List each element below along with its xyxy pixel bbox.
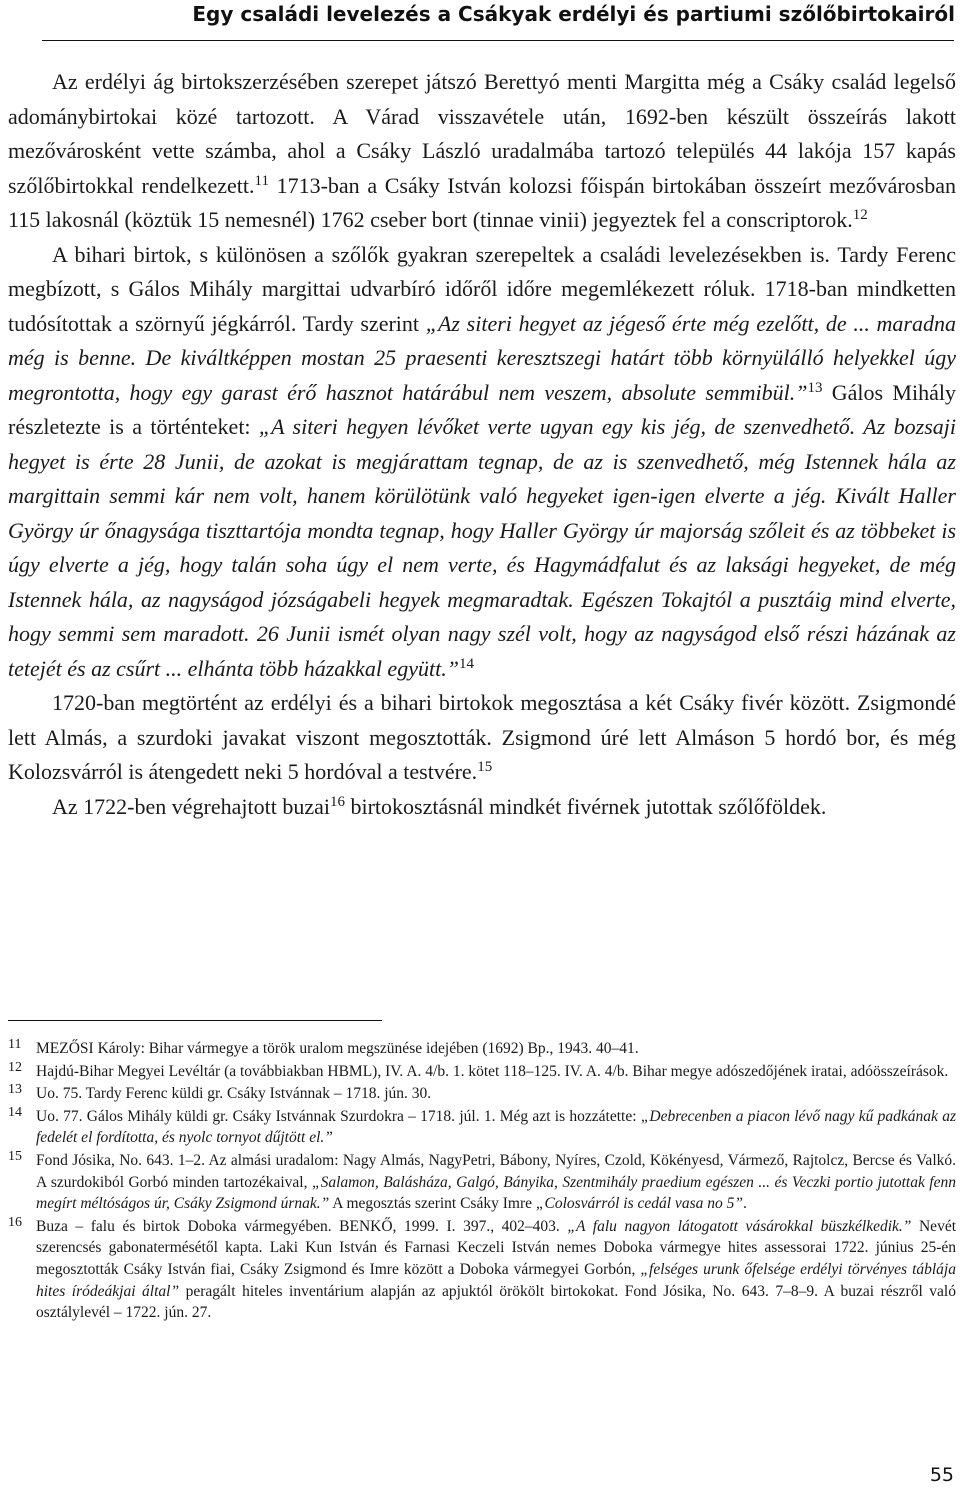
paragraph-3-text: 1720-ban megtörtént az erdélyi és a bihari birtokok megosztása a két Csáky fivér között. Zsigmondé lett Almás, a szurdoki javakat viszont megosztották. Zsigmond úré lett Almáson 5 hordó bor, és még Kolozsvárról is átengedett neki 5 hordóval a testvére. — [8, 690, 956, 784]
footnote-ref-12: 12 — [852, 207, 868, 223]
footnote-text: Uo. 75. Tardy Ferenc küldi gr. Csáky Istvánnak – 1718. jún. 30. — [36, 1085, 432, 1103]
footnote-ref-16: 16 — [329, 793, 345, 810]
footnote-14 — [8, 1106, 956, 1149]
footnote-11 — [8, 1038, 956, 1060]
running-header-title: Egy családi levelezés a Csákyak erdélyi és partiumi szőlőbirtokairól — [192, 2, 955, 26]
footnote-12 — [8, 1061, 956, 1083]
footnote-number: 15 — [8, 1148, 22, 1164]
footnote-ref-11: 11 — [254, 172, 269, 189]
paragraph-1 — [8, 65, 956, 238]
footnotes — [8, 1038, 956, 1325]
paragraph-3 — [8, 686, 956, 790]
footnote-text: peragált hiteles inventárium alapján az apjuktól örökölt birtokokat. Fond Jósika, No. 643. 7–8–9. A buzai részről való osztálylevél – 1722. jún. 27. — [36, 1282, 956, 1322]
footnote-text: A megosztás szerint Csáky Imre — [329, 1195, 536, 1213]
paragraph-1-text-a: Az erdélyi ág birtokszerzésében szerepet játszó Berettyó menti Margitta még a Csáky család legelső adománybirtokai közé tartozott. A Várad visszavétele után, 1692-ben készült összeírás lakott mezővárosként vette számba, ahol a Csáky László uradalmába tartozó település 44 lakója 157 kapás szőlőbirtokkal rendelkezett. — [8, 69, 956, 198]
footnote-text: Nevét szerencsés gabonatermésétől kapta. Laki Kun István és Farnasi Keczeli István nemes Doboka vármegye hites assessorai 1722. június 25-én megosztották Csáky István fiai, Csáky Zsigmond és Imre között a Doboka vármegyei Gorbón, — [36, 1217, 956, 1278]
paragraph-4-text-b: birtokosztásnál mindkét fivérnek jutottak szőlőföldek. — [344, 793, 827, 819]
footnote-number: 14 — [8, 1104, 22, 1120]
footnote-text: . — [742, 1195, 747, 1213]
footnote-13 — [8, 1083, 956, 1105]
paragraph-4-text-a: Az 1722-ben végrehajtott buzai — [52, 793, 330, 819]
footnote-ref-13: 13 — [807, 379, 823, 396]
main-text — [8, 65, 956, 824]
footnote-number: 12 — [8, 1059, 22, 1075]
footnote-text: Uo. 77. Gálos Mihály küldi gr. Csáky Istvánnak Szurdokra – 1718. júl. 1. Még azt is hozzátette: — [36, 1107, 641, 1125]
footnote-15 — [8, 1150, 956, 1215]
paragraph-4 — [8, 790, 956, 825]
footnote-ref-15: 15 — [477, 759, 493, 775]
quote-galos: „A siteri hegyen lévőket verte ugyan egy kis jég, de szenvedhető. Az bozsaji hegyet is érte 28 Junii, de azokat is megjárattam tegnap, de az is szenvedhető, még Istennek hála az margittain semmi kár nem volt, hanem körülötünk való hegyeket igen-igen elverte a jég. Kivált Haller György úr őnagysága tiszttartója mondta tegnap, hogy Haller György úr majorság szőleit és az többeket is úgy elverte a jég, hogy talán soha úgy el nem verte, és Hagymádfalut és az laksági hegyeket, de még Istennek hála, az nagyságod józságabeli hegyek megmaradtak. Egészen Tokajtól a pusztáig mind elverte, hogy semmi sem maradott. 26 Junii ismét olyan nagy szél volt, hogy az nagyságod első részi házának az tetejét és az csűrt ... elhánta több házakkal együtt.” — [8, 414, 956, 681]
footnote-quote: „Salamon, Balásháza, Galgó, Bányika, Szentmihály praedium egészen ... és Veczki portio jutottak fenn megírt méltóságos úr, Csáky Zsigmond úrnak.” — [36, 1173, 956, 1213]
paragraph-2 — [8, 238, 956, 687]
footnote-ref-14: 14 — [458, 655, 474, 672]
footnote-rule — [8, 1020, 382, 1021]
quote-tardy: „Az siteri hegyet az jégeső érte még ezelőtt, de ... maradna még is benne. De kiváltképpen mostan 25 praesenti keresztszegi határt több környülálló helyekkel úgy megrontotta, hogy egy garast érő hasznot határábul nem veszem, absolute semmibül.” — [8, 310, 956, 405]
footnote-quote: „Colosvárról is cedál vasa no 5” — [535, 1195, 743, 1213]
footnote-text: Buza – falu és birtok Doboka vármegyében. BENKŐ, 1999. I. 397., 402–403. — [36, 1217, 568, 1235]
running-header — [0, 0, 960, 44]
footnote-quote: „Debrecenben a piacon lévő nagy kű padkának az fedelét el fordította, és nyolc tornyot dűjtött el.” — [36, 1107, 956, 1147]
paragraph-2-text-a: A bihari birtok, s különösen a szőlők gyakran szerepeltek a családi levelezésekben is. Tardy Ferenc megbízott, s Gálos Mihály margittai udvarbíró időről időre megemlékezett róluk. 1718-ban mindketten tudósítottak a szörnyű jégkárról. Tardy szerint — [8, 241, 956, 336]
page-number: 55 — [929, 1464, 954, 1486]
footnote-quote: „felséges urunk őfelsége erdélyi törvényes táblája hites íródeákjai által” — [36, 1260, 956, 1300]
footnote-number: 13 — [8, 1082, 22, 1098]
footnote-16 — [8, 1216, 956, 1324]
paragraph-2-text-b: Gálos Mihály részletezte is a történteket: — [8, 379, 956, 439]
footnote-text: Hajdú-Bihar Megyei Levéltár (a továbbiakban HBML), IV. A. 4/b. 1. kötet 118–125. IV. A. 4/b. Bihar megye adószedőjének iratai, adóösszeírások. — [36, 1062, 949, 1080]
footnote-text: Fond Jósika, No. 643. 1–2. Az almási uradalom: Nagy Almás, NagyPetri, Bábony, Nyíres, Czold, Kökényesd, Vármező, Rajtolcz, Bercse és Valkó. A szurdokiból Gorbó minden tartozékaival, — [36, 1151, 956, 1191]
header-rule — [42, 40, 954, 41]
footnote-number: 16 — [8, 1214, 22, 1230]
paragraph-1-text-b: 1713-ban a Csáky István kolozsi főispán birtokában összeírt mezővárosban 115 lakosnál (köztük 15 nemesnél) 1762 cseber bort (tinnae vinii) jegyeztek fel a conscriptorok. — [8, 172, 956, 232]
footnote-text: MEZŐSI Károly: Bihar vármegye a török uralom megszünése idejében (1692) Bp., 1943. 40–41. — [36, 1040, 639, 1057]
footnote-number: 11 — [8, 1037, 22, 1052]
footnote-quote: „A falu nagyon látogatott vásárokkal büszkélkedik.” — [567, 1217, 912, 1235]
